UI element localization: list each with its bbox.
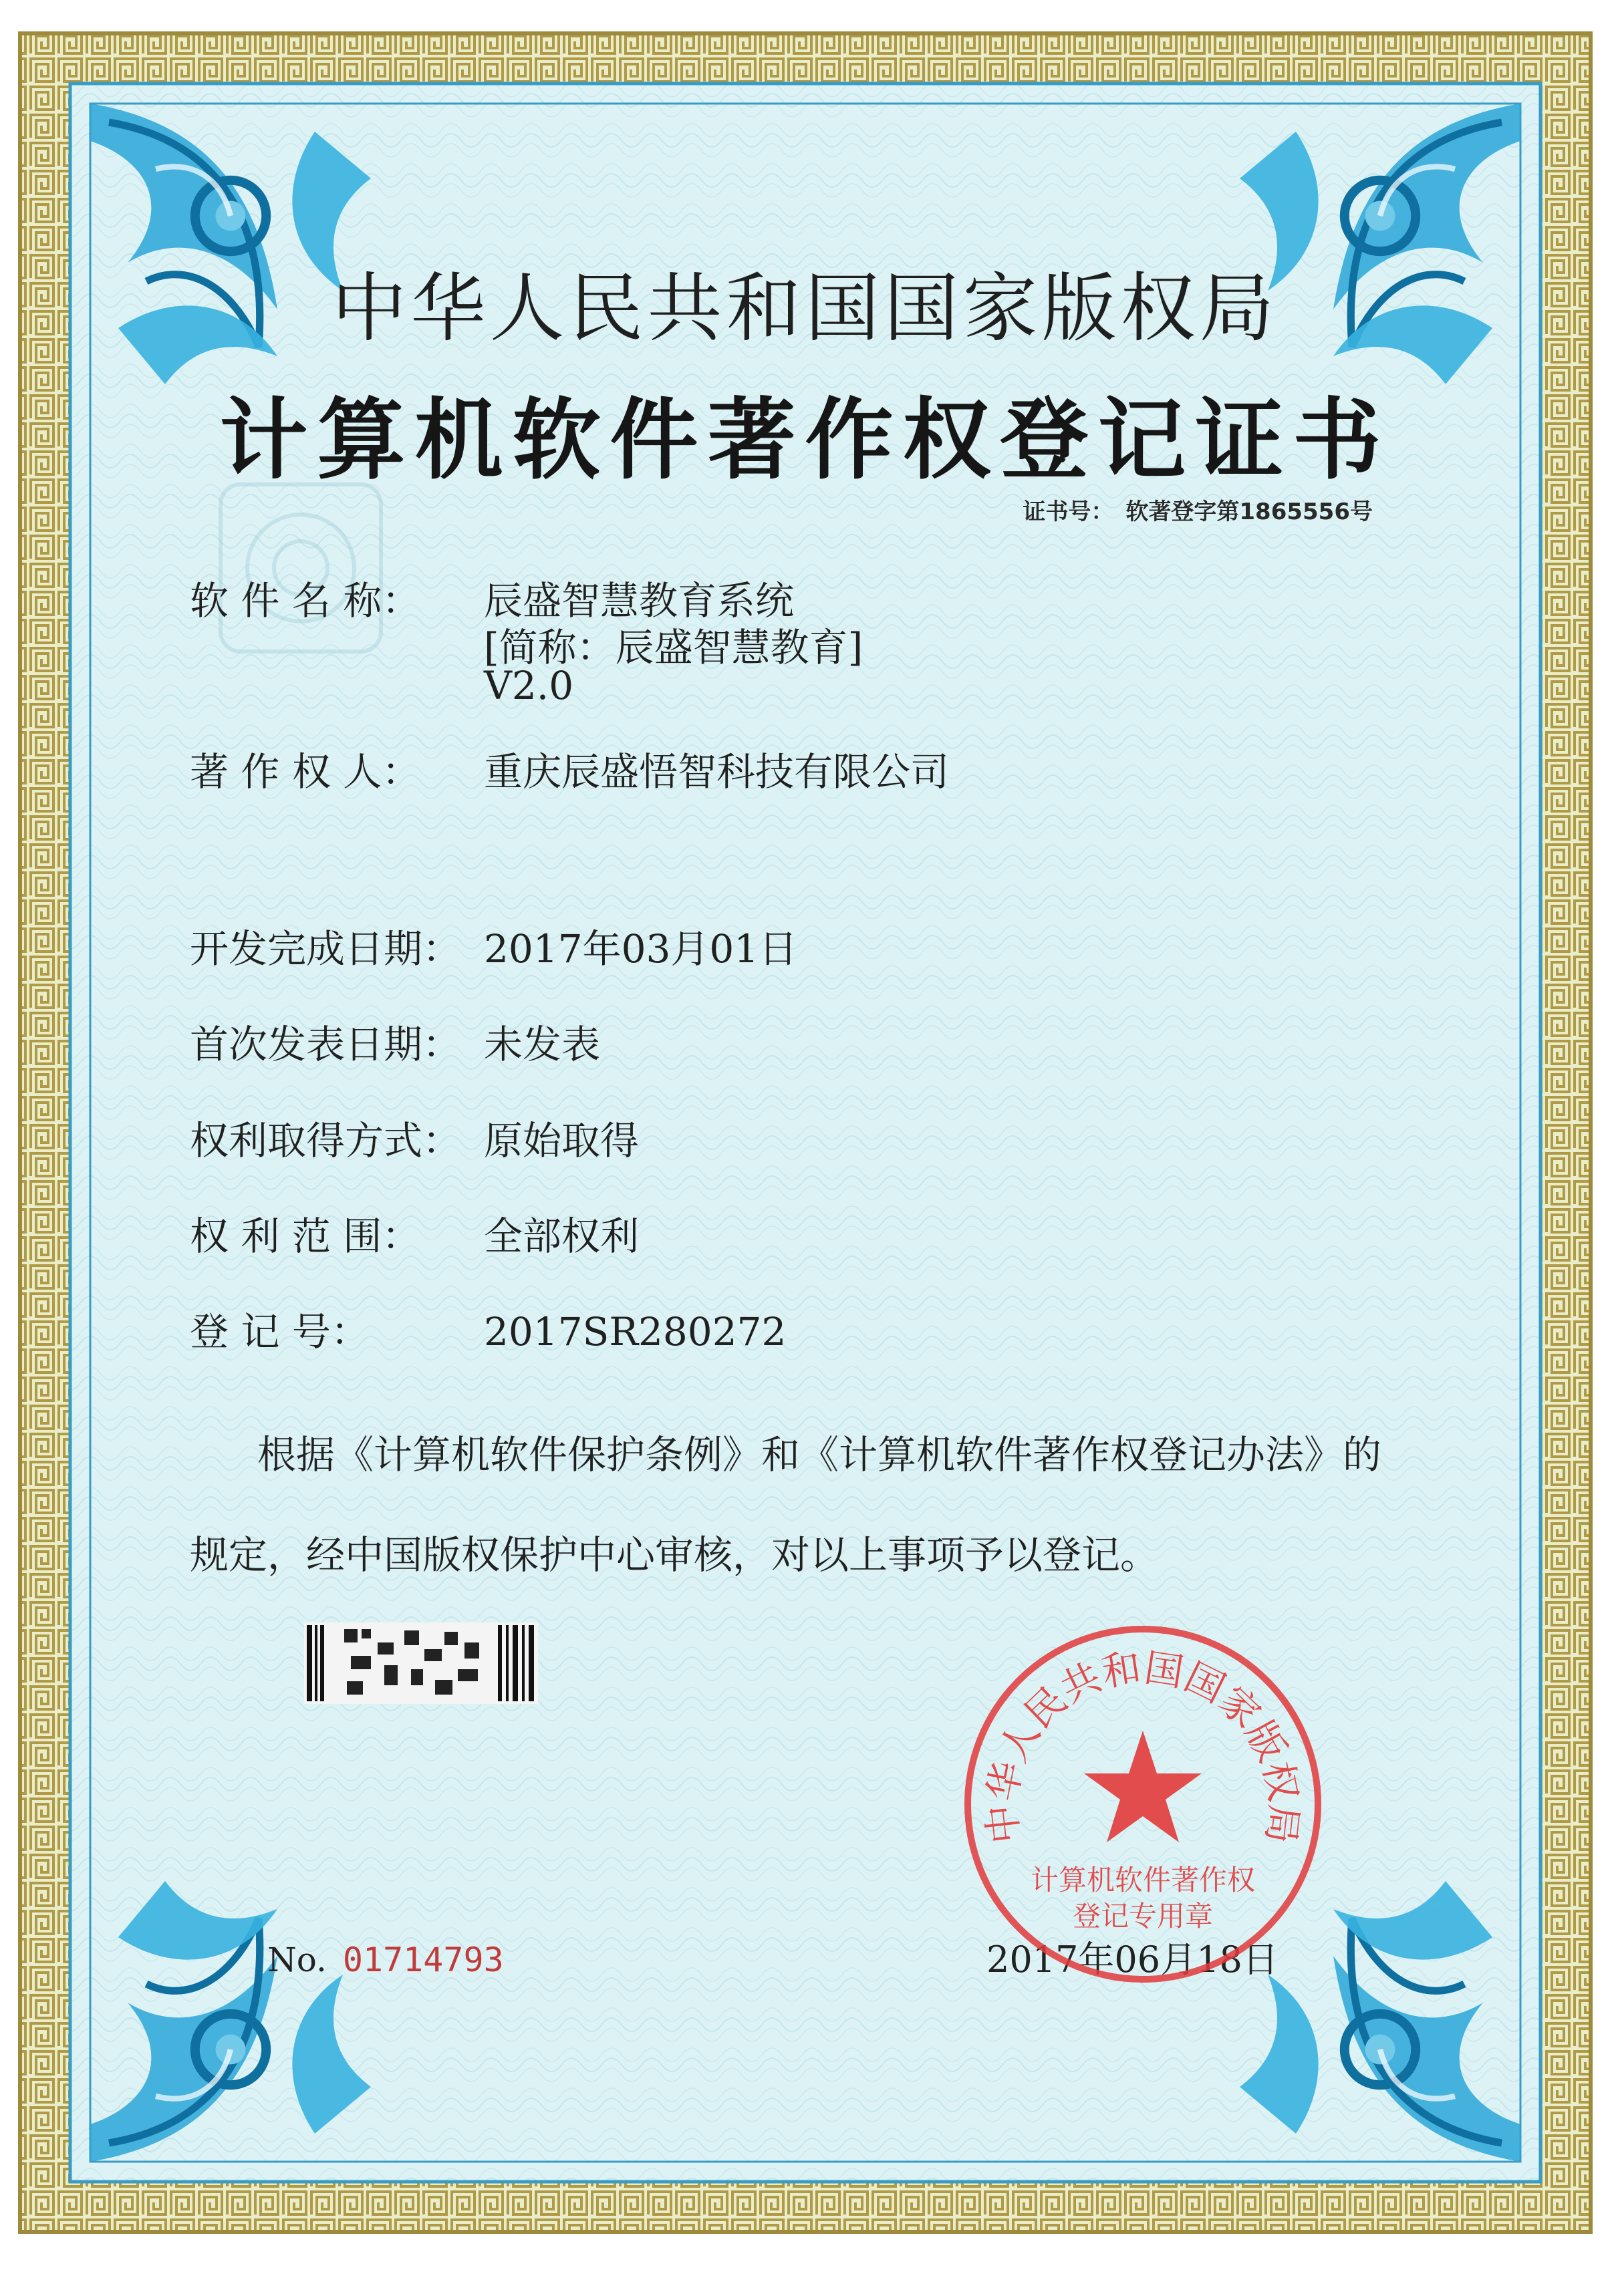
dev-date-row xyxy=(190,917,797,974)
certificate-number-label: 证书号： xyxy=(1023,498,1114,525)
acquire-row xyxy=(190,1109,639,1165)
scope-row xyxy=(190,1205,639,1261)
dev-date-label: 开发完成日期： xyxy=(190,926,462,972)
scope: 全部权利 xyxy=(484,1213,640,1259)
registration-number: 2017SR280272 xyxy=(484,1309,787,1354)
seal-inner-line-1: 计算机软件著作权 xyxy=(1030,1864,1256,1896)
issuer-title: 中华人民共和国国家版权局 xyxy=(331,265,1279,352)
dev-date: 2017年03月01日 xyxy=(484,926,798,972)
seal-inner-line-2: 登记专用章 xyxy=(1072,1900,1214,1932)
official-seal xyxy=(956,1617,1330,1991)
owner: 重庆辰盛悟智科技有限公司 xyxy=(484,749,950,795)
owner-label: 著 作 权 人： xyxy=(190,749,421,795)
registration-label: 登 记 号： xyxy=(190,1309,370,1354)
serial-number xyxy=(267,1941,504,1979)
document-title: 计算机软件著作权登记证书 xyxy=(219,388,1391,492)
statement-line-2: 规定，经中国版权保护中心审核，对以上事项予以登记。 xyxy=(190,1532,1160,1578)
software-name-label: 软 件 名 称： xyxy=(190,578,421,623)
software-name: 辰盛智慧教育系统 xyxy=(484,578,795,623)
acquire-method: 原始取得 xyxy=(484,1118,640,1163)
certificate-number-value: 软著登字第1865556号 xyxy=(1125,498,1373,525)
statement-line-1: 根据《计算机软件保护条例》和《计算机软件著作权登记办法》的 xyxy=(257,1432,1382,1477)
registration-row xyxy=(190,1300,786,1356)
publish-date-row xyxy=(190,1013,600,1069)
scope-label: 权 利 范 围： xyxy=(190,1213,421,1259)
issue-date: 2017年06月18日 xyxy=(986,1939,1279,1981)
publish-date-label: 首次发表日期： xyxy=(190,1022,462,1067)
seal-star-icon xyxy=(1084,1731,1202,1842)
publish-date: 未发表 xyxy=(484,1022,601,1067)
seal-outer-text: 中华人民共和国国家版权局 xyxy=(978,1644,1307,1846)
acquire-label: 权利取得方式： xyxy=(190,1118,462,1163)
qr-barcode xyxy=(304,1622,538,1704)
certificate-number xyxy=(1011,493,1373,526)
serial-value: 01714793 xyxy=(342,1941,504,1979)
owner-row xyxy=(190,740,949,797)
software-version: V2.0 xyxy=(484,663,574,708)
serial-label: No. xyxy=(267,1941,327,1979)
software-short-name: [简称：辰盛智慧教育] xyxy=(484,625,863,670)
